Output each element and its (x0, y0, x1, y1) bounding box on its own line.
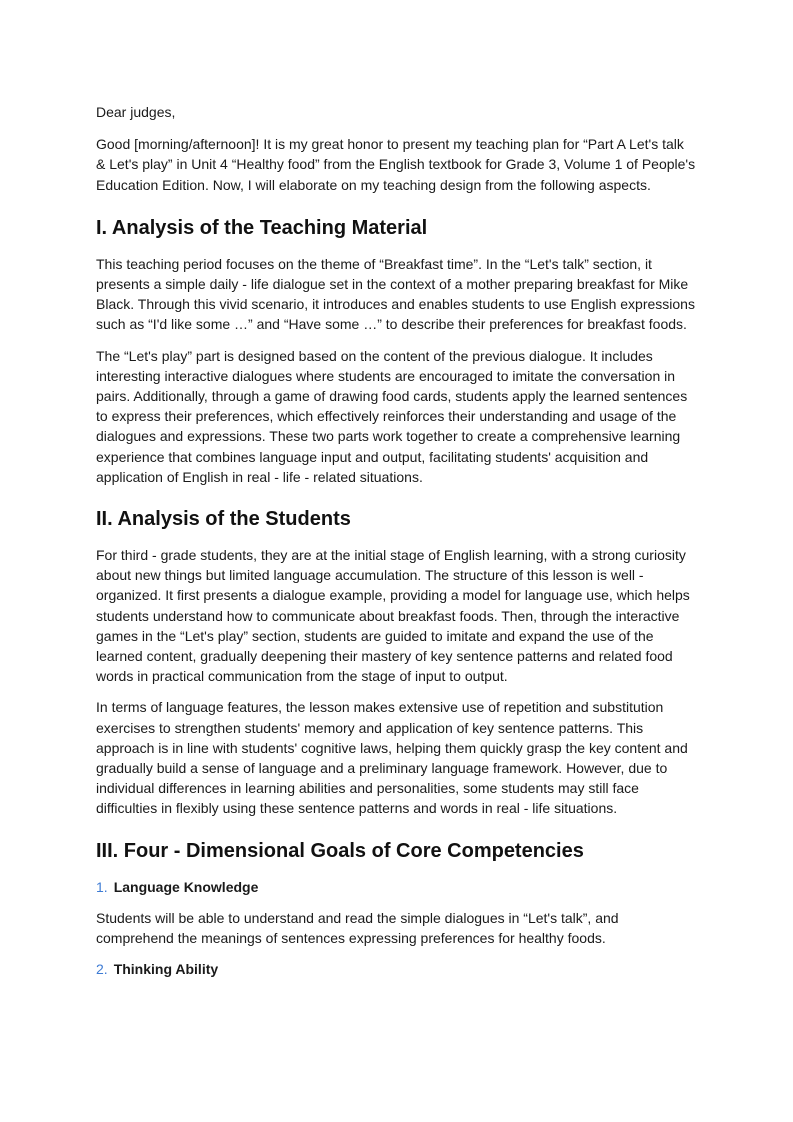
paragraph: This teaching period focuses on the theme of “Breakfast time”. In the “Let's talk” section, it presents a simple daily - life dialogue set in the context of a mother preparing breakfast for Mike Black. Through this vivid scenario, it introduces and enables students to use English expressions such as “I'd like some …” and “Have some …” to describe their preferences for breakfast foods. (96, 255, 695, 333)
section-heading-teaching-material: I. Analysis of the Teaching Material (96, 216, 428, 239)
intro-paragraph: Good [morning/afternoon]! It is my great honor to present my teaching plan for “Part A Let's talk & Let's play” in Unit 4 “Healthy food” from the English textbook for Grade 3, Volume 1 of People's Education Edition. Now, I will elaborate on my teaching design from the following aspects. (96, 136, 696, 193)
list-number: 2. (96, 961, 108, 978)
document-page (96, 102, 696, 990)
numbered-item-thinking-ability (96, 959, 696, 979)
paragraph: Students will be able to understand and read the simple dialogues in “Let's talk”, and comprehend the meanings of sentences expressing preferences for healthy foods. (96, 909, 619, 946)
paragraph: In terms of language features, the lesson makes extensive use of repetition and substitution exercises to strengthen students' memory and application of key sentence patterns. This approach is in line with students' cognitive laws, helping them quickly grasp the key content and gradually build a sense of language and a preliminary language framework. However, due to individual differences in learning abilities and personalities, some students may still face difficulties in flexibly using these sentence patterns and words in real - life situations. (96, 699, 688, 817)
paragraph: The “Let's play” part is designed based on the content of the previous dialogue. It includes interesting interactive dialogues where students are encouraged to imitate the conversation in pairs. Additionally, through a game of drawing food cards, students apply the learned sentences to express their preferences, which effectively reinforces their understanding and usage of the dialogues and expressions. These two parts work together to create a comprehensive learning experience that combines language input and output, facilitating students' acquisition and application of English in real - life - related situations. (96, 347, 688, 485)
section-heading-core-competencies: III. Four - Dimensional Goals of Core Competencies (96, 839, 584, 862)
numbered-item-language-knowledge (96, 877, 696, 897)
list-item-label: Thinking Ability (113, 961, 219, 978)
salutation: Dear judges, (96, 104, 176, 120)
section-heading-students: II. Analysis of the Students (96, 508, 351, 531)
paragraph: For third - grade students, they are at the initial stage of English learning, with a strong curiosity about new things but limited language accumulation. The structure of this lesson is well - organized. It first presents a dialogue example, providing a model for language use, which helps students understand how to communicate about breakfast foods. Then, through the interactive games in the “Let's play” section, students are guided to imitate and expand the use of the learned content, gradually deepening their mastery of key sentence patterns and related food words in practical communication from the stage of input to output. (96, 547, 690, 685)
list-number: 1. (96, 878, 108, 895)
list-item-label: Language Knowledge (113, 878, 259, 895)
